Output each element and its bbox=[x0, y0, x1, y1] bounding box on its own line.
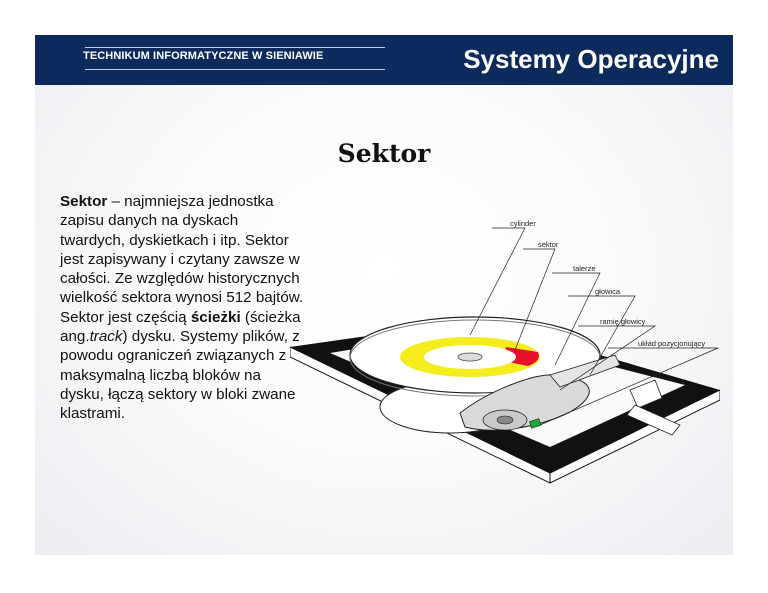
label-cylinder: cylinder bbox=[510, 219, 536, 228]
header-bar bbox=[35, 35, 733, 85]
slide bbox=[35, 35, 733, 555]
term-bold: Sektor bbox=[60, 193, 108, 210]
header-rule-top bbox=[85, 47, 385, 48]
body-paragraph-2-start: Sektor jest częścią bbox=[60, 308, 191, 326]
body-text bbox=[60, 192, 305, 424]
body-paragraph-1: – najmniejsza jednostka zapisu danych na dyskach twardych, dyskietkach i itp. Sektor jest zapisywany i czytany zawsze w całości. Ze względów historycznych wielkość sektora wynosi 512 bajtów. bbox=[60, 193, 304, 307]
label-talerze: talerze bbox=[573, 264, 596, 273]
body-paragraph-2-end: ) dysku. Systemy plików, z powodu ograniczeń związanych z maksymalną liczbą bloków na dysku, łączą sektory w bloki zwane klastrami. bbox=[60, 328, 300, 423]
label-sektor: sektor bbox=[538, 240, 559, 249]
track-paren: (ścieżka ang. bbox=[60, 308, 301, 346]
slide-title: Sektor bbox=[337, 139, 431, 168]
arm-pivot-center bbox=[497, 416, 513, 424]
label-uklad: układ pozycjonujący bbox=[638, 339, 706, 348]
school-name: TECHNIKUM INFORMATYCZNE W SIENIAWIE bbox=[83, 50, 324, 62]
subject-title: Systemy Operacyjne bbox=[463, 44, 719, 74]
hard-disk-diagram bbox=[290, 215, 720, 545]
spindle bbox=[458, 353, 482, 361]
track-italic: track bbox=[89, 328, 123, 346]
label-glowica: głowica bbox=[595, 287, 621, 296]
label-ramie: ramię głowicy bbox=[600, 317, 646, 326]
header-rule-bottom bbox=[85, 69, 385, 70]
track-term-bold: ścieżki bbox=[190, 308, 241, 326]
